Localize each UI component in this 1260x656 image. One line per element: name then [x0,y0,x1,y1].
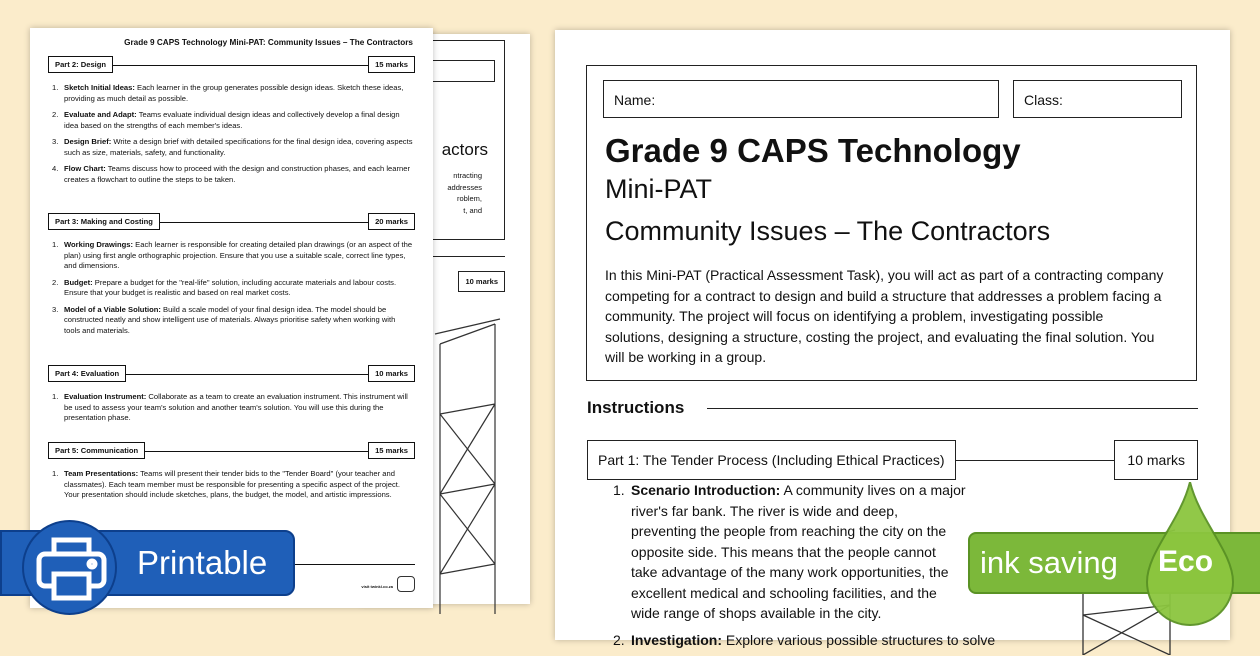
part1-header [587,440,1198,480]
item-text: Each learner in the group generates possible design ideas. Sketch these ideas, providing as much detail as possible. [64,83,404,103]
item-text: Explore various possible structures to solve [722,631,996,648]
page-title: Grade 9 CAPS Technology [605,132,1021,169]
printer-icon [22,520,117,615]
part-label: Part 5: Communication [48,442,145,459]
item-number: 1. [52,392,59,401]
item-text: Write a design brief with detailed specifications for the final design idea, covering aspects such as size, materials, safety, and functionality. [64,137,413,157]
text-fragment: roblem, [456,194,482,203]
list-item [52,392,413,424]
intro-paragraph: In this Mini-PAT (Practical Assessment Task), you will act as part of a contracting company competing for a contract to design and build a structure that addresses a problem facing a community. The project will focus on identifying a problem, investigating possible solutions, designing a structure, costing the project, and evaluating the final solution. You will be working in a group. [605,267,1164,366]
text-fragment: ntracting [453,171,482,180]
part1-label: Part 1: The Tender Process (Including Ethical Practices) [587,440,956,480]
name-label: Name: [614,92,656,108]
item-title: Sketch Initial Ideas: [64,83,135,92]
eco-label: Eco [1158,545,1214,578]
part-header [48,442,415,460]
part-header [48,365,415,383]
printable-badge [0,530,295,596]
item-number: 2. [52,110,59,119]
part-marks: 20 marks [368,213,415,230]
footer-link[interactable]: visit twinkl.co.za [361,584,393,589]
item-title: Working Drawings: [64,240,134,249]
list-item [52,277,413,299]
item-number: 3. [52,137,59,146]
item-number: 1. [52,83,59,92]
item-title: Flow Chart: [64,164,106,173]
scaffold-illustration [430,314,505,614]
item-title: Evaluate and Adapt: [64,110,137,119]
item-title: Model of a Viable Solution: [64,304,161,314]
item-text: Collaborate as a team to create an evaluation instrument. This instrument will be used to assess your team's solution and another team's solution. You will use this during the presentation phase. [64,392,408,422]
subtitle-community: Community Issues – The Contractors [605,216,1051,246]
item-title: Scenario Introduction: [631,482,781,498]
ink-saving-label: ink saving [980,545,1118,580]
item-text: Build a scale model of your final design idea. The model should be constructed neatly and show intelligent use of materials. Always prioritise safety when working with tools and materials. [64,304,396,335]
text-fragment: addresses [447,182,482,192]
item-title: Budget: [64,277,93,287]
part-header [48,56,415,74]
list-item [52,137,413,158]
item-title: Investigation: [631,631,723,648]
item-text: Each learner is responsible for creating detailed plan drawings (or an aspect of the plan) using first angle orthographic projection. Ensure that you use a suitable scale, correct line types, and dimensions. [64,240,413,270]
list-item [52,164,413,185]
item-text: Teams will present their tender bids to the "Tender Board" (your teacher and classmates). Each team member must be responsible for presenting a specific aspect of the project. Your presentation should include sketches, plans, the budget, the model, and artistic impressions. [64,469,400,499]
twinkl-logo [397,576,415,592]
title-fragment: actors [441,140,488,159]
part-label: Part 4: Evaluation [48,365,126,382]
marks-badge: 10 marks [458,271,505,292]
list-item [52,304,413,337]
list-item [52,240,413,272]
item-number: 1. [613,482,625,498]
list-item [52,83,413,104]
item-text: Teams evaluate individual design ideas and collectively develop a final design idea based on the strengths of each member's ideas. [64,110,400,130]
part-header [48,213,415,231]
item-number: 3. [52,304,59,314]
part-marks: 15 marks [368,442,415,459]
item-text: A community lives on a major river's far bank. The river is wide and deep, preventing the people from reaching the city on the opposite side. This means that the people cannot take advantage of the many work opportunities, the excellent medical and schooling facilities, and the wide range of shops available in the city. [631,482,966,621]
item-number: 2. [613,631,625,648]
subtitle-mini-pat: Mini-PAT [605,174,712,204]
title-box [586,65,1197,381]
item-title: Design Brief: [64,137,112,146]
part1-marks: 10 marks [1114,440,1198,480]
part-marks: 15 marks [368,56,415,73]
printable-label: Printable [137,544,268,581]
instructions-heading: Instructions [587,398,685,417]
item-number: 1. [52,469,59,478]
item-text: Prepare a budget for the "real-life" solution, including accurate materials and labour costs. Ensure that your budget is realistic and based on real market costs. [64,277,397,297]
item-text: Teams discuss how to proceed with the design and construction phases, and each learner creates a flowchart to outline the steps to be taken. [64,164,410,184]
class-label: Class: [1024,92,1063,108]
item-title: Team Presentations: [64,469,139,478]
worksheet-page-2 [30,28,433,608]
text-fragment: t, and [463,205,482,215]
item-number: 1. [52,240,59,249]
list-item [52,110,413,131]
list-item [52,469,413,501]
list-item [615,630,1005,651]
name-field[interactable] [603,80,999,118]
class-field[interactable] [1013,80,1182,118]
item-number: 2. [52,277,59,287]
item-number: 4. [52,164,59,173]
part-label: Part 3: Making and Costing [48,213,160,230]
item-title: Evaluation Instrument: [64,392,147,401]
page-header: Grade 9 CAPS Technology Mini-PAT: Community Issues – The Contractors [124,38,413,47]
part-marks: 10 marks [368,365,415,382]
list-item [615,480,1005,624]
part-label: Part 2: Design [48,56,113,73]
